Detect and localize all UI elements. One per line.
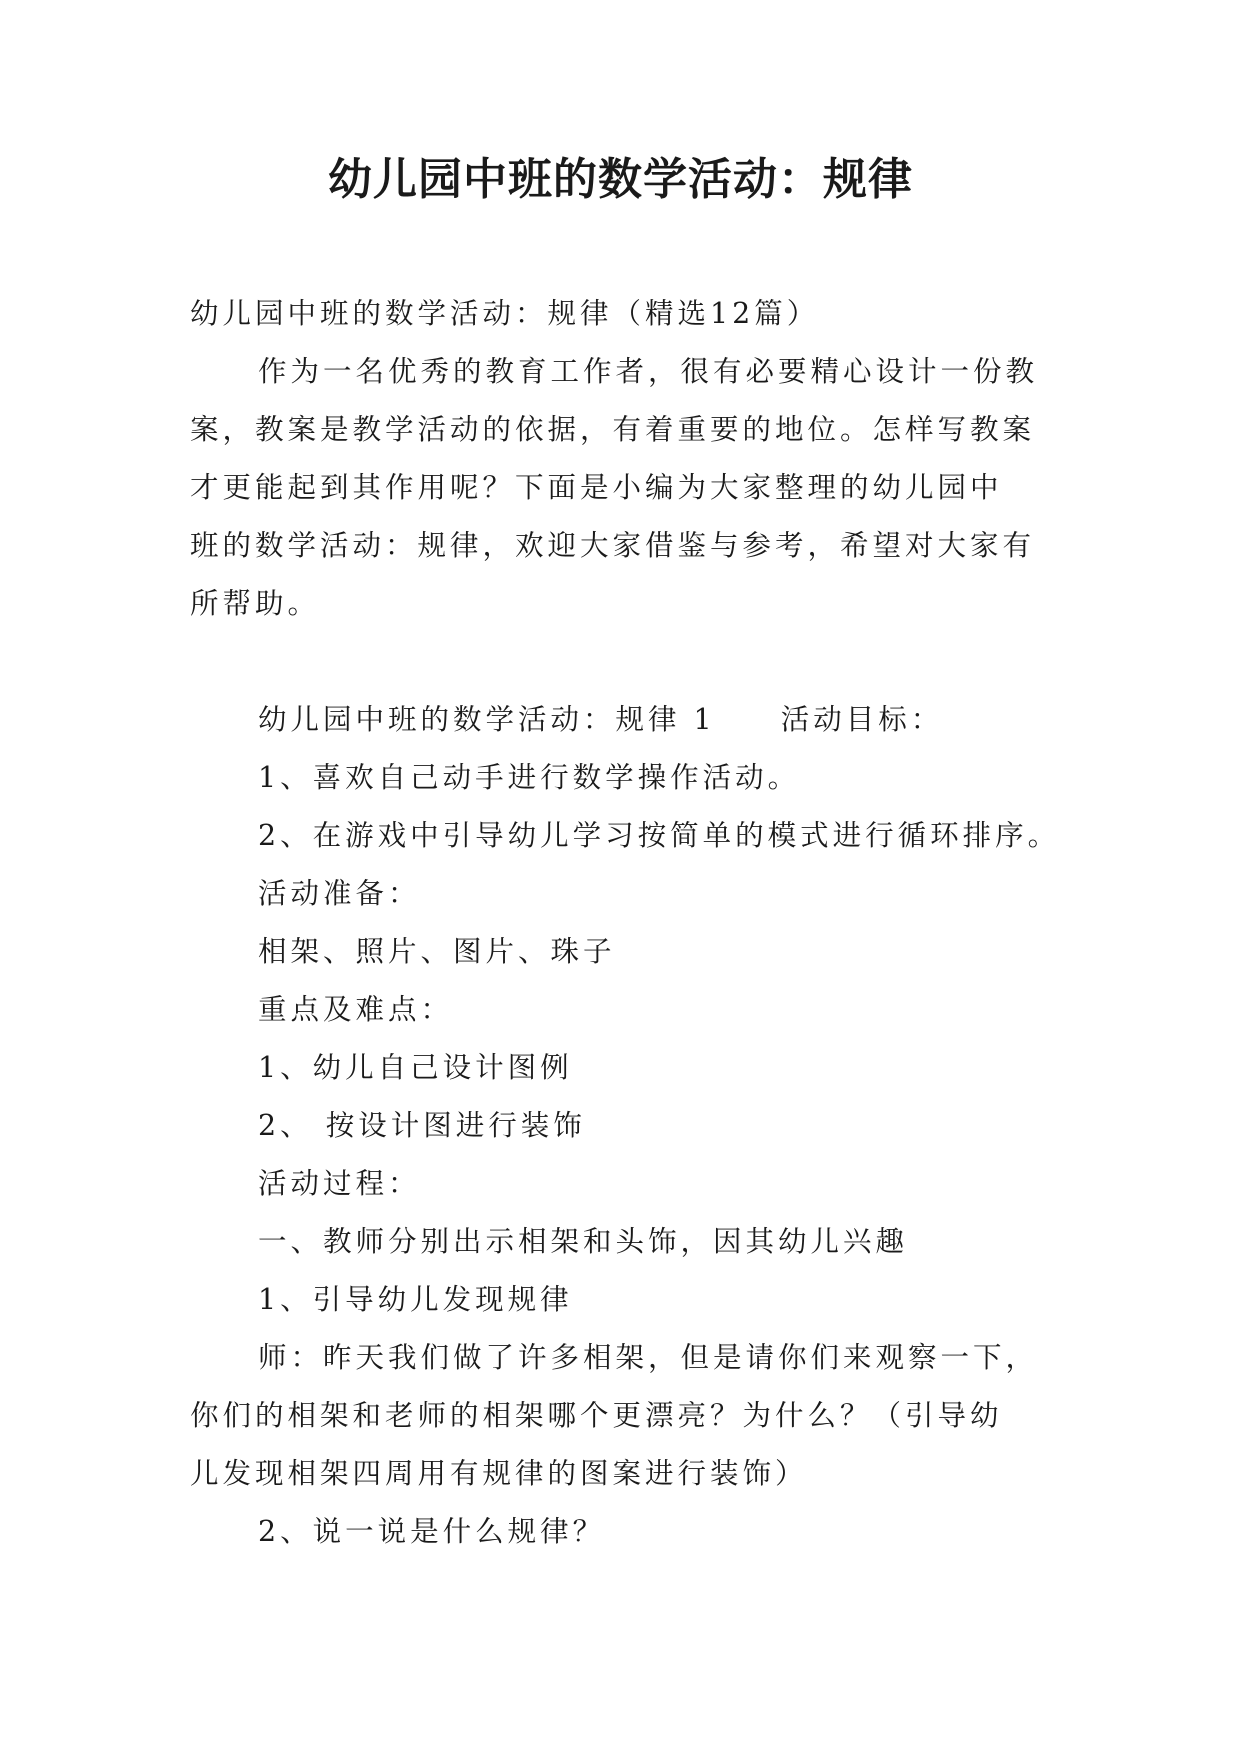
body-line-9: 一、教师分别出示相架和头饰，因其幼儿兴趣 — [258, 1225, 909, 1258]
paragraph-gap — [190, 633, 1070, 691]
document-body — [190, 285, 1070, 1561]
body-line-2: 2、在游戏中引导幼儿学习按简单的模式进行循环排序。 — [258, 819, 1061, 852]
intro-line-1: 作为一名优秀的教育工作者，很有必要精心设计一份教 — [258, 355, 1039, 388]
subtitle: 幼儿园中班的数学活动：规律（精选12篇） — [190, 297, 820, 330]
teacher-line-2: 你们的相架和老师的相架哪个更漂亮？为什么？（引导幼 — [190, 1399, 1003, 1432]
intro-line-2: 案，教案是教学活动的依据，有着重要的地位。怎样写教案 — [190, 413, 1036, 446]
document-title: 幼儿园中班的数学活动：规律 — [328, 154, 913, 205]
body-line-1: 1、喜欢自己动手进行数学操作活动。 — [258, 761, 801, 794]
teacher-line-3: 儿发现相架四周用有规律的图案进行装饰） — [190, 1457, 808, 1490]
intro-line-5: 所帮助。 — [190, 587, 321, 620]
body-line-6: 1、幼儿自己设计图例 — [258, 1051, 573, 1084]
intro-line-3: 才更能起到其作用呢？下面是小编为大家整理的幼儿园中 — [190, 471, 1003, 504]
teacher-line-1: 师：昨天我们做了许多相架，但是请你们来观察一下， — [258, 1341, 1039, 1374]
body-line-10: 1、引导幼儿发现规律 — [258, 1283, 573, 1316]
body-line-7: 2、 按设计图进行装饰 — [258, 1109, 586, 1142]
section-heading: 幼儿园中班的数学活动：规律 1 活动目标： — [258, 703, 944, 736]
body-line-4: 相架、照片、图片、珠子 — [258, 935, 616, 968]
body-line-3: 活动准备： — [258, 877, 421, 910]
body-line-5: 重点及难点： — [258, 993, 454, 1026]
last-line: 2、说一说是什么规律？ — [258, 1515, 606, 1548]
body-line-8: 活动过程： — [258, 1167, 421, 1200]
intro-line-4: 班的数学活动：规律，欢迎大家借鉴与参考，希望对大家有 — [190, 529, 1036, 562]
